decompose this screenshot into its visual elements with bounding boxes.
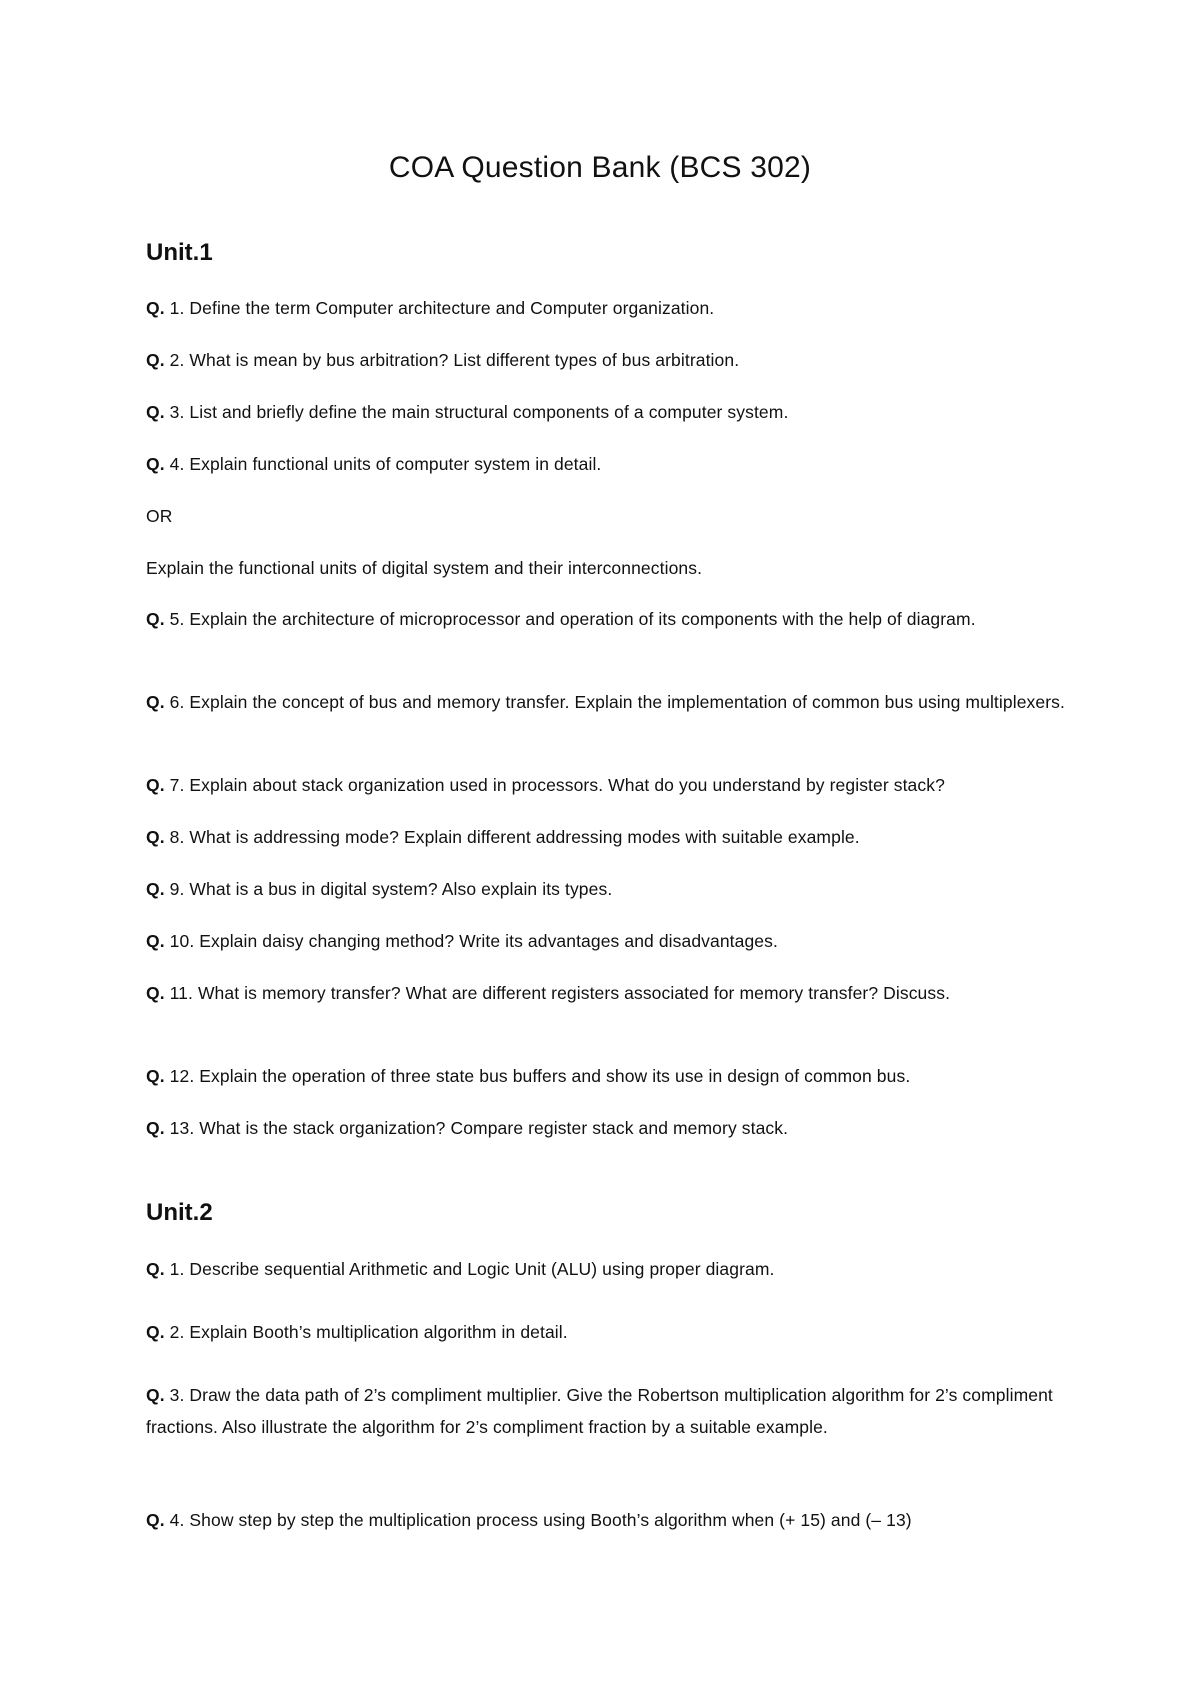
question-text: 12. Explain the operation of three state bus buffers and show its use in design of common bus. — [164, 1066, 911, 1086]
unit-1-question-5 — [146, 603, 1066, 635]
question-text: 4. Show step by step the multiplication process using Booth’s algorithm when (+ 15) and (– 13) — [164, 1510, 912, 1530]
question-text: 1. Describe sequential Arithmetic and Logic Unit (ALU) using proper diagram. — [164, 1259, 775, 1279]
document-title: COA Question Bank (BCS 302) — [388, 151, 812, 184]
unit-1-question-2 — [146, 344, 1066, 376]
question-number: Q. — [146, 827, 165, 847]
question-text: 9. What is a bus in digital system? Also explain its types. — [164, 879, 613, 899]
unit-1-question-3 — [146, 396, 1066, 428]
question-text: 11. What is memory transfer? What are different registers associated for memory transfer? Discuss. — [164, 983, 951, 1003]
question-number: Q. — [146, 983, 165, 1003]
question-number: Q. — [146, 1510, 165, 1530]
question-number: Q. — [146, 298, 165, 318]
unit-2-question-3 — [146, 1379, 1066, 1443]
question-text: 4. Explain functional units of computer system in detail. — [164, 454, 602, 474]
unit-1-question-7 — [146, 769, 1066, 801]
question-text: 1. Define the term Computer architecture and Computer organization. — [164, 298, 715, 318]
question-text: 13. What is the stack organization? Compare register stack and memory stack. — [164, 1118, 789, 1138]
question-number: Q. — [146, 402, 165, 422]
unit-2-question-4 — [146, 1504, 1066, 1536]
unit-2-question-1 — [146, 1253, 1066, 1285]
question-number: Q. — [146, 1066, 165, 1086]
question-number: Q. — [146, 1385, 165, 1405]
unit-1-question-1 — [146, 292, 1066, 324]
unit-1-question-4-alternative: Explain the functional units of digital system and their interconnections. — [146, 558, 703, 578]
question-number: Q. — [146, 454, 165, 474]
unit-1-question-4 — [146, 448, 1066, 480]
question-text: 7. Explain about stack organization used in processors. What do you understand by register stack? — [164, 775, 945, 795]
unit-1-question-12 — [146, 1060, 1066, 1092]
question-number: Q. — [146, 931, 165, 951]
question-text: 2. Explain Booth’s multiplication algorithm in detail. — [164, 1322, 568, 1342]
unit-2-heading: Unit.2 — [146, 1199, 213, 1226]
unit-1-question-8 — [146, 821, 1066, 853]
question-number: Q. — [146, 609, 165, 629]
question-text: 8. What is addressing mode? Explain different addressing modes with suitable example. — [164, 827, 860, 847]
question-number: Q. — [146, 692, 165, 712]
question-number: Q. — [146, 879, 165, 899]
question-number: Q. — [146, 775, 165, 795]
unit-1-question-6 — [146, 686, 1066, 718]
unit-1-question-13 — [146, 1112, 1066, 1144]
unit-1-question-9 — [146, 873, 1066, 905]
unit-1-heading: Unit.1 — [146, 239, 213, 266]
question-text: 5. Explain the architecture of microprocessor and operation of its components with the help of diagram. — [164, 609, 976, 629]
question-text: 2. What is mean by bus arbitration? List different types of bus arbitration. — [164, 350, 740, 370]
question-number: Q. — [146, 1322, 165, 1342]
question-text: 6. Explain the concept of bus and memory transfer. Explain the implementation of common bus using multiplexers. — [164, 692, 1065, 712]
or-separator: OR — [146, 506, 173, 526]
unit-1-question-11 — [146, 977, 1066, 1009]
unit-2-question-2 — [146, 1316, 1066, 1348]
unit-1-question-10 — [146, 925, 1066, 957]
question-number: Q. — [146, 350, 165, 370]
question-number: Q. — [146, 1259, 165, 1279]
question-text: 10. Explain daisy changing method? Write its advantages and disadvantages. — [164, 931, 778, 951]
question-text: 3. Draw the data path of 2’s compliment multiplier. Give the Robertson multiplication algorithm for 2’s compliment fractions. Also illustrate the algorithm for 2’s compliment fraction by a suitable example. — [146, 1385, 1053, 1437]
question-number: Q. — [146, 1118, 165, 1138]
question-text: 3. List and briefly define the main structural components of a computer system. — [164, 402, 789, 422]
